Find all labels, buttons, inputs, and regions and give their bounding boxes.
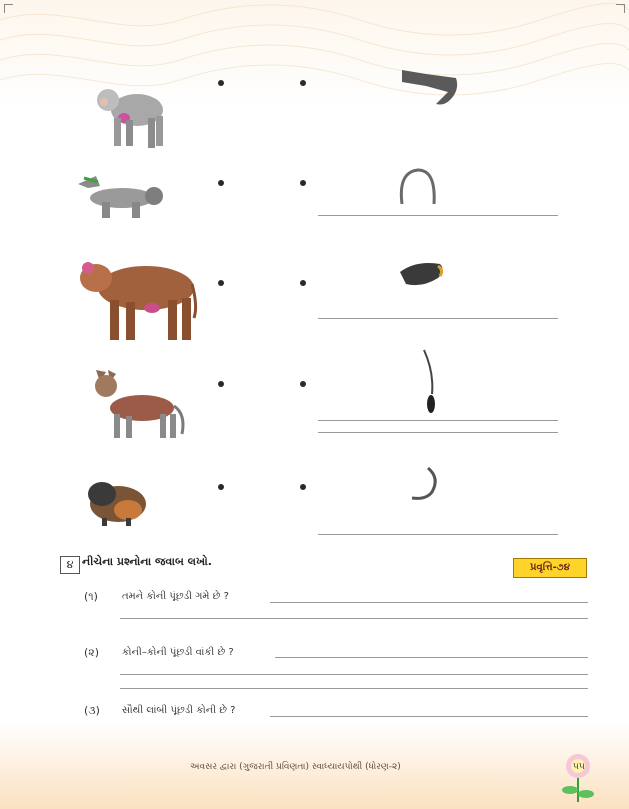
question-text: તમને કોની પૂંછડી ગમે છે ? bbox=[122, 591, 229, 602]
question-number: (૩) bbox=[84, 704, 100, 717]
match-dot-left[interactable] bbox=[218, 484, 224, 490]
answer-line[interactable] bbox=[275, 657, 588, 658]
answer-line[interactable] bbox=[318, 215, 558, 216]
footer-text: અવસર દ્વારા (ગુજરાતી પ્રવિણતા) સ્વાધ્યાયપોથી (ધોરણ-૨) bbox=[190, 762, 401, 772]
answer-line[interactable] bbox=[318, 318, 558, 319]
match-dot-right[interactable] bbox=[300, 180, 306, 186]
section-heading: નીચેના પ્રશ્નોના જવાબ લખો. bbox=[82, 555, 212, 568]
match-dot-left[interactable] bbox=[218, 381, 224, 387]
question-text: સૌથી લાંબી પૂંછડી કોની છે ? bbox=[122, 705, 236, 716]
answer-line[interactable] bbox=[120, 674, 588, 675]
answer-line[interactable] bbox=[270, 602, 588, 603]
answer-line[interactable] bbox=[318, 534, 558, 535]
cat-image bbox=[90, 366, 188, 442]
page-number: ૫૫ bbox=[573, 762, 585, 772]
crop-mark bbox=[4, 4, 13, 13]
match-dot-right[interactable] bbox=[300, 80, 306, 86]
match-dot-left[interactable] bbox=[218, 80, 224, 86]
cat-tail-image bbox=[394, 164, 444, 210]
match-dot-left[interactable] bbox=[218, 280, 224, 286]
answer-line[interactable] bbox=[318, 432, 558, 433]
crocodile-image bbox=[74, 168, 166, 224]
activity-badge: પ્રવૃત્તિ-૭૪ bbox=[513, 558, 587, 578]
match-dot-right[interactable] bbox=[300, 381, 306, 387]
monkey-image bbox=[92, 80, 172, 152]
section-number: ૪ bbox=[60, 556, 80, 574]
question-number: (૧) bbox=[84, 590, 98, 603]
question-text: કોની–કોની પૂંછડી વાંકી છે ? bbox=[122, 647, 234, 658]
cow-image bbox=[70, 256, 200, 348]
cow-tail-image bbox=[418, 348, 442, 414]
match-dot-right[interactable] bbox=[300, 280, 306, 286]
answer-line[interactable] bbox=[120, 618, 588, 619]
answer-line[interactable] bbox=[270, 716, 588, 717]
answer-line[interactable] bbox=[120, 688, 588, 689]
flower-icon bbox=[560, 752, 596, 804]
monkey-tail-image bbox=[408, 464, 442, 506]
question-number: (૨) bbox=[84, 646, 100, 659]
match-dot-left[interactable] bbox=[218, 180, 224, 186]
crocodile-tail-image bbox=[396, 64, 462, 112]
guinea-pig-tail-image bbox=[396, 258, 448, 292]
crop-mark bbox=[616, 4, 625, 13]
match-dot-right[interactable] bbox=[300, 484, 306, 490]
guinea-pig-image bbox=[84, 478, 148, 528]
answer-line[interactable] bbox=[318, 420, 558, 421]
